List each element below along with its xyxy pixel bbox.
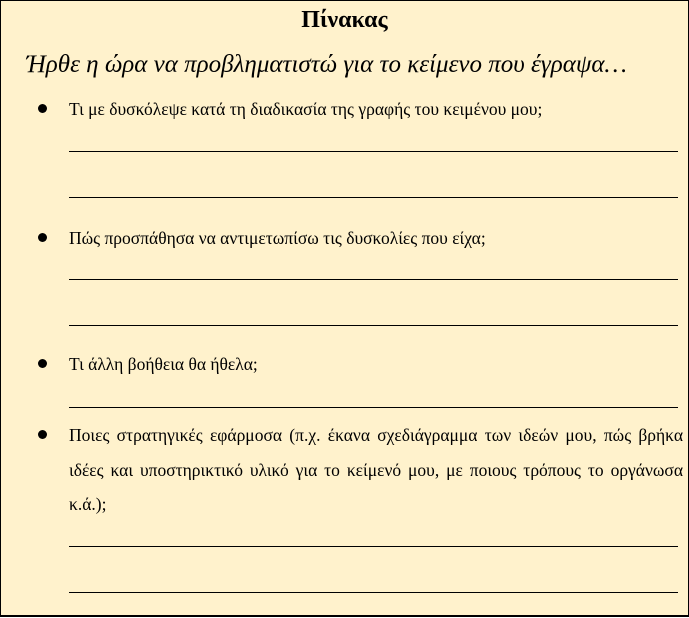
question-4: Ποιες στρατηγικές εφάρμοσα (π.χ. έκανα σχεδιάγραμμα των ιδεών μου, πώς βρήκα ιδέες και υποστηρικτικό υλικό για το κείμενό μου, με ποιους τρόπους το οργάνωσα κ.ά.); [69, 425, 683, 514]
question-3: Τι άλλη βοήθεια θα ήθελα; [69, 354, 258, 374]
bullet-icon [38, 104, 47, 113]
bullet-icon [38, 430, 47, 439]
answer-line-2b[interactable] [69, 325, 678, 326]
table-subtitle: Ήρθε η ώρα να προβληματιστώ για το κείμενο που έγραψα… [26, 51, 627, 78]
answer-line-2a[interactable] [69, 279, 678, 280]
table-title: Πίνακας [301, 7, 388, 33]
bullet-icon [38, 359, 47, 368]
answer-line-1b[interactable] [69, 197, 678, 198]
bullet-icon [38, 233, 47, 242]
answer-line-4b[interactable] [69, 592, 678, 593]
answer-line-4a[interactable] [69, 546, 678, 547]
answer-line-1a[interactable] [69, 151, 678, 152]
question-1: Τι με δυσκόλεψε κατά τη διαδικασία της γραφής του κειμένου μου; [69, 99, 543, 119]
question-2: Πώς προσπάθησα να αντιμετωπίσω τις δυσκολίες που είχα; [69, 228, 486, 248]
answer-line-3[interactable] [69, 407, 678, 408]
